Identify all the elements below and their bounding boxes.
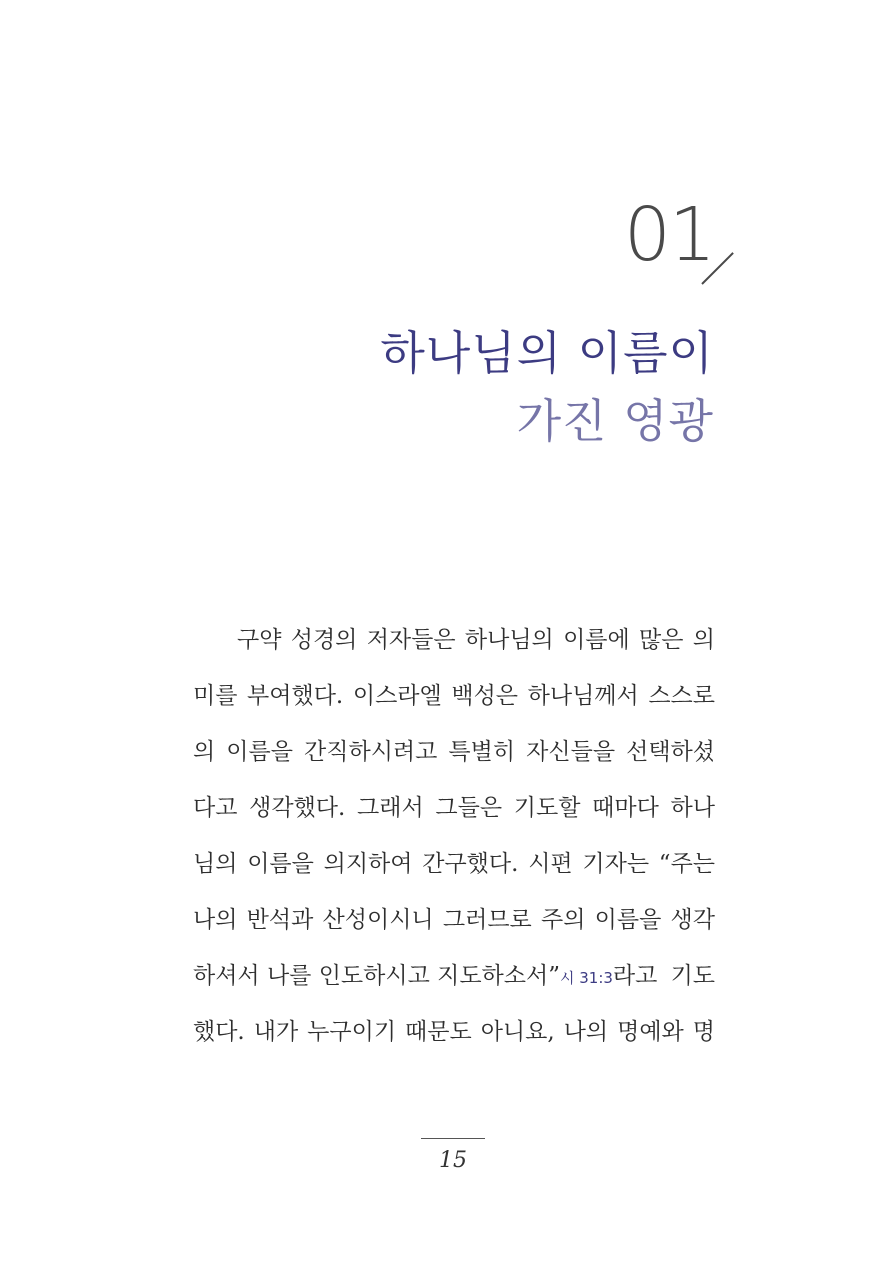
footer-rule bbox=[421, 1138, 485, 1139]
body-line-8: 했다. 내가 누구이기 때문도 아니요, 나의 명예와 명 bbox=[193, 1019, 715, 1045]
body-line-7 bbox=[193, 958, 715, 1014]
body-line-5: 님의 이름을 의지하여 간구했다. 시편 기자는 “주는 bbox=[193, 851, 715, 877]
body-line-6: 나의 반석과 산성이시니 그러므로 주의 이름을 생각 bbox=[193, 907, 715, 933]
page-number: 15 bbox=[439, 1148, 467, 1173]
body-line-3: 의 이름을 간직하시려고 특별히 자신들을 선택하셨 bbox=[193, 739, 715, 765]
body-line-1: 구약 성경의 저자들은 하나님의 이름에 많은 의 bbox=[237, 627, 715, 653]
body-line-7-quote: 하셔서 나를 인도하시고 지도하소서” bbox=[193, 963, 560, 989]
body-line-2: 미를 부여했다. 이스라엘 백성은 하나님께서 스스로 bbox=[193, 683, 715, 709]
body-paragraph bbox=[193, 622, 715, 1070]
body-line-4: 다고 생각했다. 그래서 그들은 기도할 때마다 하나 bbox=[193, 795, 715, 821]
body-line-7-tail-a: 라고 bbox=[612, 963, 658, 989]
scripture-reference: 시 31:3 bbox=[559, 969, 613, 987]
chapter-title-line-1: 하나님의 이름이 bbox=[380, 326, 714, 380]
chapter-title-line-2: 가진 영광 bbox=[516, 394, 714, 448]
chapter-number: 01 bbox=[623, 192, 714, 278]
body-line-7-text bbox=[193, 958, 657, 1014]
body-line-7-tail-b: 기도 bbox=[670, 963, 715, 989]
